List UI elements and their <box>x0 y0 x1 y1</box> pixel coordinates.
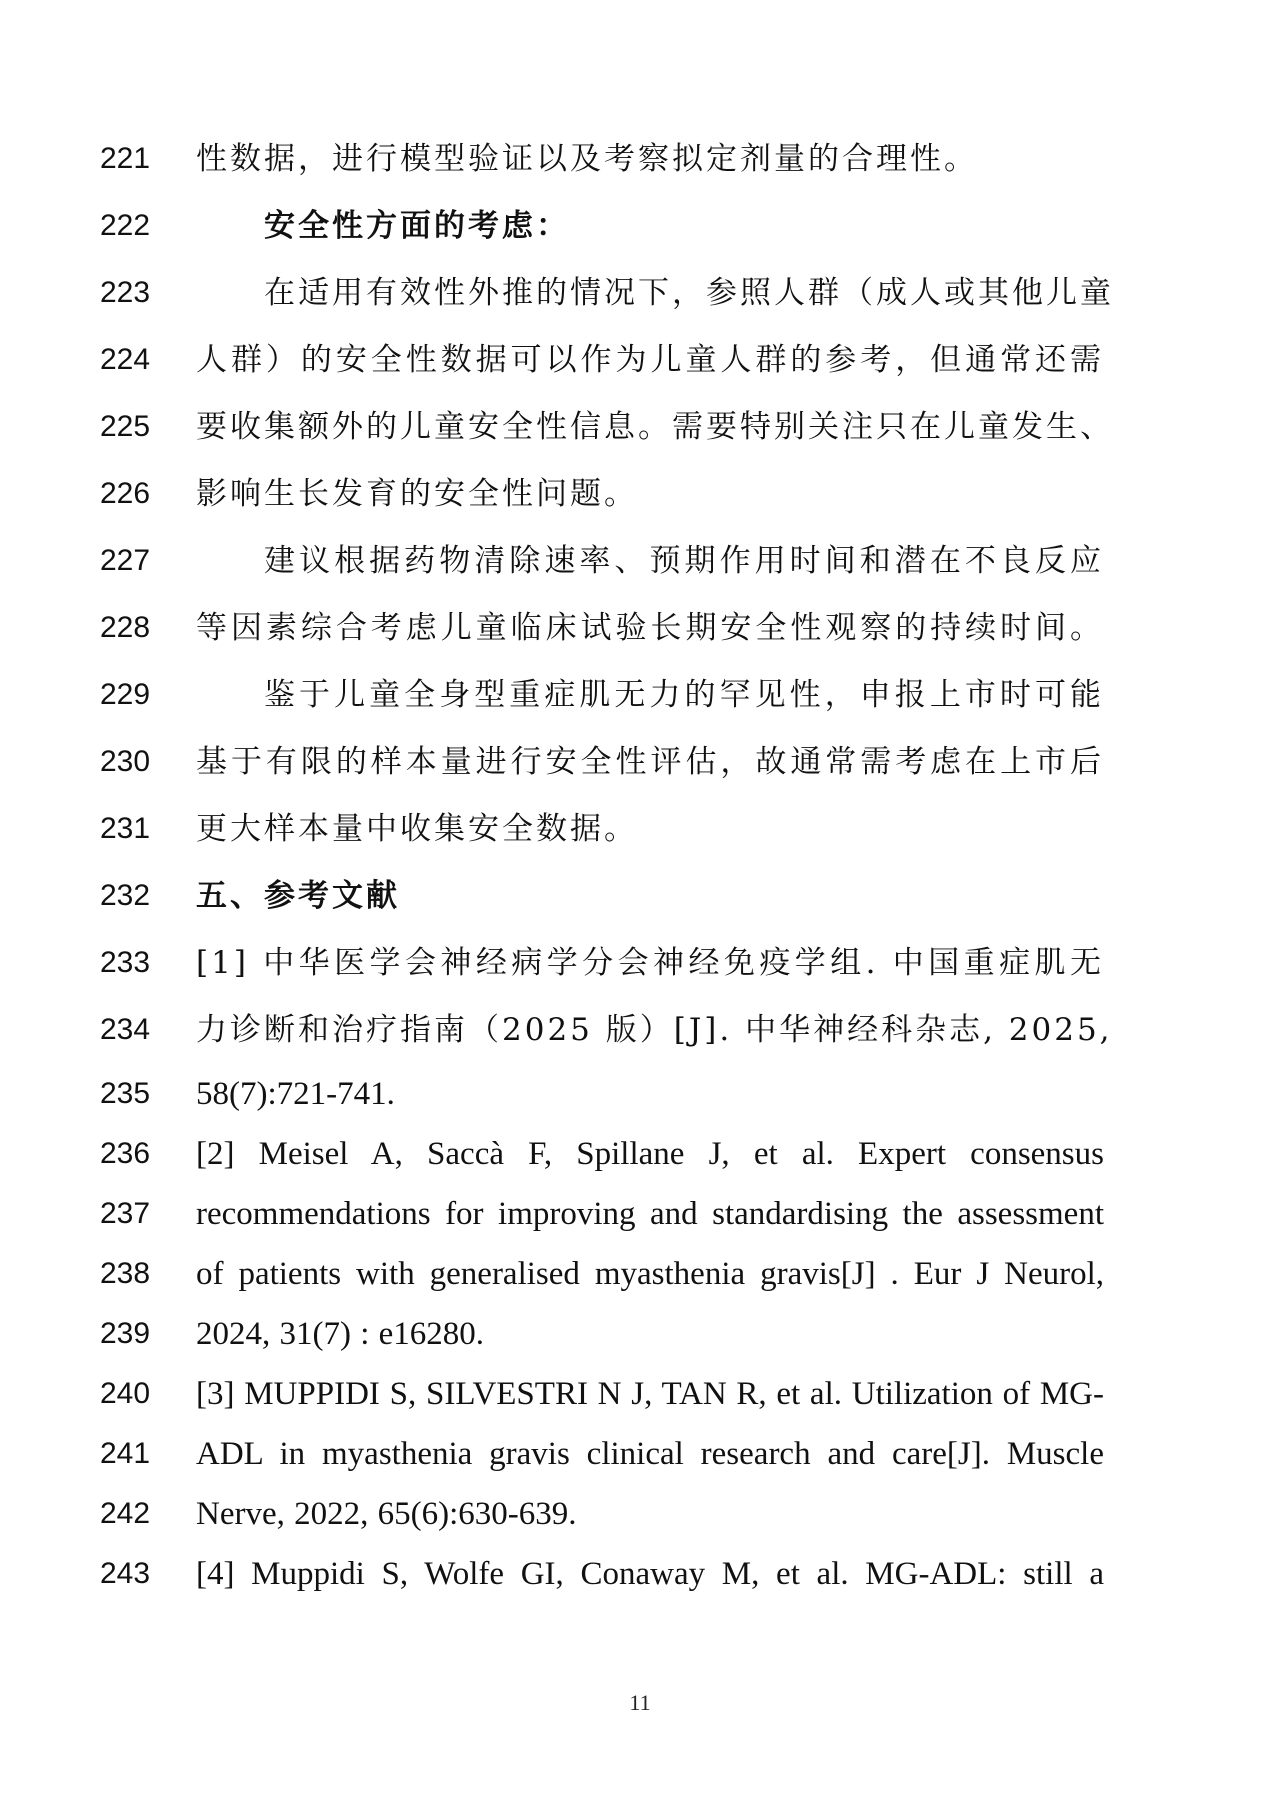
line-number: 241 <box>100 1437 151 1470</box>
reference-text: [4] Muppidi S, Wolfe GI, Conaway M, et al. MG-ADL: still a <box>196 1556 1104 1592</box>
text-line <box>0 866 1280 926</box>
text-line <box>0 1544 1280 1604</box>
reference-text: Nerve, 2022, 65(6):630-639. <box>196 1496 577 1532</box>
text-line <box>0 1124 1280 1184</box>
reference-text: 58(7):721-741. <box>196 1076 395 1112</box>
text-line <box>0 1244 1280 1304</box>
line-number: 236 <box>100 1137 151 1170</box>
line-number: 229 <box>100 678 151 711</box>
text-line <box>0 129 1280 189</box>
text-line <box>0 598 1280 658</box>
line-text: 基于有限的样本量进行安全性评估，故通常需考虑在上市后 <box>196 744 1104 780</box>
reference-text: ADL in myasthenia gravis clinical research and care[J]. Muscle <box>196 1436 1104 1472</box>
text-line <box>0 1424 1280 1484</box>
line-number: 232 <box>100 879 151 912</box>
line-number: 223 <box>100 276 151 309</box>
text-line <box>0 1304 1280 1364</box>
text-line <box>0 1484 1280 1544</box>
text-line <box>0 732 1280 792</box>
line-number: 240 <box>100 1377 151 1410</box>
text-line <box>0 397 1280 457</box>
line-number: 231 <box>100 812 151 845</box>
reference-text: of patients with generalised myasthenia gravis[J] . Eur J Neurol, <box>196 1256 1104 1292</box>
reference-text: [3] MUPPIDI S, SILVESTRI N J, TAN R, et al. Utilization of MG- <box>196 1376 1104 1412</box>
page-number: 11 <box>629 1690 651 1715</box>
text-line <box>0 1364 1280 1424</box>
section-subheading: 安全性方面的考虑： <box>264 208 570 244</box>
text-line <box>0 531 1280 591</box>
line-number: 222 <box>100 209 151 242</box>
line-number: 221 <box>100 142 151 175</box>
line-number: 239 <box>100 1317 151 1350</box>
line-text: 等因素综合考虑儿童临床试验长期安全性观察的持续时间。 <box>196 610 1104 646</box>
line-number: 227 <box>100 544 151 577</box>
reference-text: [1] 中华医学会神经病学分会神经免疫学组. 中国重症肌无 <box>196 945 1104 981</box>
line-number: 234 <box>100 1013 151 1046</box>
section-heading: 五、参考文献 <box>196 878 400 914</box>
line-number: 226 <box>100 477 151 510</box>
line-number: 242 <box>100 1497 151 1530</box>
line-number: 243 <box>100 1557 151 1590</box>
reference-text: [2] Meisel A, Saccà F, Spillane J, et al. Expert consensus <box>196 1136 1104 1172</box>
line-text: 性数据，进行模型验证以及考察拟定剂量的合理性。 <box>196 141 978 177</box>
text-line <box>0 1064 1280 1124</box>
line-number: 238 <box>100 1257 151 1290</box>
text-line <box>0 1184 1280 1244</box>
reference-text: 2024, 31(7) : e16280. <box>196 1316 485 1352</box>
line-number: 237 <box>100 1197 151 1230</box>
text-line <box>0 665 1280 725</box>
text-line <box>0 464 1280 524</box>
line-number: 235 <box>100 1077 151 1110</box>
line-text: 人群）的安全性数据可以作为儿童人群的参考，但通常还需 <box>196 342 1104 378</box>
text-line <box>0 263 1280 323</box>
line-text: 要收集额外的儿童安全性信息。需要特别关注只在儿童发生、 <box>196 409 1114 445</box>
text-line <box>0 1000 1280 1060</box>
line-text: 鉴于儿童全身型重症肌无力的罕见性，申报上市时可能 <box>264 677 1104 713</box>
line-number: 230 <box>100 745 151 778</box>
text-line <box>0 799 1280 859</box>
line-text: 影响生长发育的安全性问题。 <box>196 476 638 512</box>
line-text: 在适用有效性外推的情况下，参照人群（成人或其他儿童 <box>264 275 1114 311</box>
text-line <box>0 196 1280 256</box>
reference-text: recommendations for improving and standardising the assessment <box>196 1196 1104 1232</box>
line-number: 225 <box>100 410 151 443</box>
text-line <box>0 330 1280 390</box>
line-number: 224 <box>100 343 151 376</box>
line-number: 228 <box>100 611 151 644</box>
line-number: 233 <box>100 946 151 979</box>
line-text: 更大样本量中收集安全数据。 <box>196 811 638 847</box>
text-line <box>0 933 1280 993</box>
reference-text: 力诊断和治疗指南（2025 版）[J]. 中华神经科杂志, 2025, <box>196 1012 1113 1048</box>
line-text: 建议根据药物清除速率、预期作用时间和潜在不良反应 <box>264 543 1104 579</box>
